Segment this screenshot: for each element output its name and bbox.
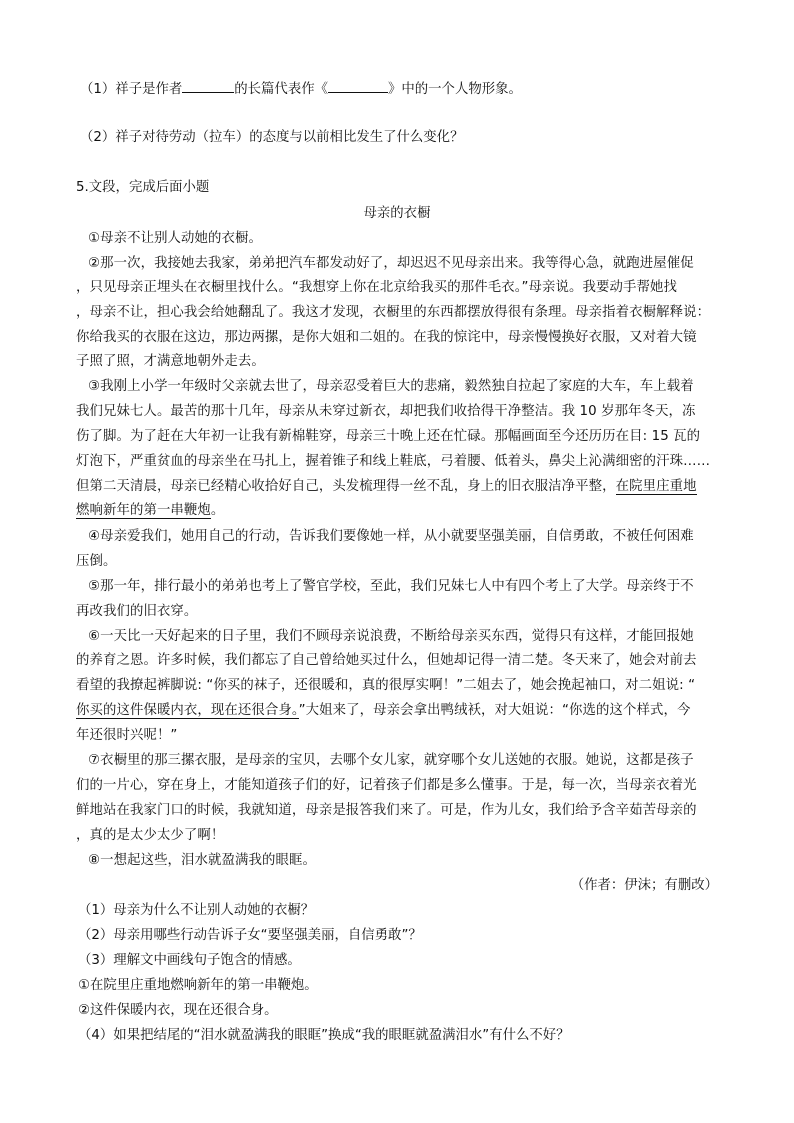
author-credit: （作者：伊沫；有删改） [570, 878, 718, 893]
paragraph-6-line: ⑥一天比一天好起来的日子里，我们不顾母亲说浪费，不断给母亲买东西，觉得只有这样，才能回报她 [88, 629, 694, 644]
q1-text-middle: 的长篇代表作《 [234, 82, 328, 97]
paragraph-2-line: ②那一次，我接她去我家，弟弟把汽车都发动好了，却迟迟不见母亲出来。我等得心急，就跑进屋催促 [88, 256, 694, 271]
paragraph-3-line [76, 502, 718, 520]
paragraph-3-line [76, 478, 718, 496]
q1-text-before: （1）祥子是作者 [80, 82, 183, 97]
paragraph-4-line: ④母亲爱我们，她用自己的行动，告诉我们要像她一样，从小就要坚强美丽，自信勇敢，不被任何困难 [88, 529, 694, 544]
question-2: （2）母亲用哪些行动告诉子女“要坚强美丽，自信勇敢”？ [78, 928, 422, 943]
paragraph-7-line: 们的一片心，穿在身上，才能知道孩子们的好，记着孩子们都是多么懂事。于是，每一次，当母亲衣着光 [76, 778, 697, 793]
paragraph-6-line: 看望的我撩起裤脚说: “你买的袜子，还很暖和，真的很厚实啊！”二姐去了，她会挽起袖口，对二姐说: “ [76, 678, 696, 693]
underlined-sentence-1-part-b: 燃响新年的第一串鞭炮 [76, 503, 211, 518]
underlined-sentence-2: 你买的这件保暖内衣，现在还很合身。 [76, 703, 299, 718]
paragraph-4-line: 压倒。 [76, 554, 117, 569]
author-blank[interactable] [182, 78, 234, 93]
paragraph-5-line: 再改我们的旧衣穿。 [76, 604, 198, 619]
sentence-end-mark: 。 [210, 503, 225, 518]
question-1: （1）母亲为什么不让别人动她的衣橱？ [78, 903, 315, 918]
paragraph-2-line: 你给我买的衣服在这边，那边两摞，是你大姐和二姐的。在我的惊诧中，母亲慢慢换好衣服，又对着大镜 [76, 330, 697, 345]
paragraph-2-line: ，只见母亲正埋头在衣橱里找什么。“我想穿上你在北京给我买的那件毛衣。”母亲说。我要动手帮她找 [76, 280, 677, 295]
paragraph-8-line: ⑧一想起这些，泪水就盈满我的眼眶。 [88, 853, 316, 868]
paragraph-7-line: ⑦衣橱里的那三摞衣服，是母亲的宝贝，去哪个女儿家，就穿哪个女儿送她的衣服。她说，这都是孩子 [88, 753, 694, 768]
paragraph-3-line: 伤了脚。为了赶在大年初一让我有新棉鞋穿，母亲三十晚上还在忙碌。那幅画面至今还历历在目: 15 瓦的 [76, 429, 701, 444]
q1-text-after: 》中的一个人物形象。 [388, 82, 522, 97]
passage-title: 母亲的衣橱 [363, 206, 431, 221]
paragraph-6-line [76, 702, 718, 720]
question-3-item-1: ①在院里庄重地燃响新年的第一串鞭炮。 [78, 978, 318, 993]
paragraph-1: ①母亲不让别人动她的衣橱。 [88, 231, 262, 246]
paragraph-3-line: 灯泡下，严重贫血的母亲坐在马扎上，握着锥子和线上鞋底，弓着腰、低着头，鼻尖上沁满细密的汗珠…… [76, 454, 711, 469]
question-4: （4）如果把结尾的“泪水就盈满我的眼眶”换成“我的眼眶就盈满泪水”有什么不好？ [78, 1028, 570, 1043]
q4-question-1 [80, 78, 722, 99]
paragraph-3-text: 但第二天清晨，母亲已经精心收拾好自己，头发梳理得一丝不乱，身上的旧衣服洁净平整， [76, 479, 616, 494]
paragraph-6-line: 年还很时兴呢！” [76, 728, 178, 743]
section-heading: 5.文段，完成后面小题 [76, 180, 210, 195]
paragraph-3-line: ③我刚上小学一年级时父亲就去世了，母亲忍受着巨大的悲痛，毅然独自拉起了家庭的大车，车上载着 [88, 379, 694, 394]
paragraph-7-line: ，真的是太少太少了啊！ [76, 828, 225, 843]
underlined-sentence-1-part-a: 在院里庄重地 [615, 479, 697, 494]
q4-question-2: （2）祥子对待劳动（拉车）的态度与以前相比发生了什么变化？ [80, 130, 464, 145]
paragraph-6-line: 的养育之恩。许多时候，我们都忘了自己曾给她买过什么，但她却记得一清二楚。冬天来了，她会对前去 [76, 653, 697, 668]
paragraph-2-line: 子照了照，才满意地朝外走去。 [76, 354, 265, 369]
paragraph-3-line: 我们兄妹七人。最苦的那十几年，母亲从未穿过新衣，却把我们收拾得干净整洁。我 10 岁那年冬天，冻 [76, 404, 696, 419]
question-3-item-2: ②这件保暖内衣，现在还很合身。 [78, 1003, 278, 1018]
book-title-blank[interactable] [328, 78, 388, 93]
paragraph-5-line: ⑤那一年，排行最小的弟弟也考上了警官学校，至此，我们兄妹七人中有四个考上了大学。母亲终于不 [88, 579, 694, 594]
question-3: （3）理解文中画线句子饱含的情感。 [78, 953, 301, 968]
paragraph-6-text: ”大姐来了，母亲会拿出鸭绒袄，对大姐说：“你选的这个样式，今 [298, 703, 691, 718]
paragraph-2-line: ，母亲不让，担心我会给她翻乱了。我这才发现，衣橱里的东西都摆放得很有条理。母亲指着衣橱解释说： [76, 305, 711, 320]
paragraph-7-line: 鲜地站在我家门口的时候，我就知道，母亲是报答我们来了。可是，作为儿女，我们给予含辛茹苦母亲的 [76, 803, 697, 818]
